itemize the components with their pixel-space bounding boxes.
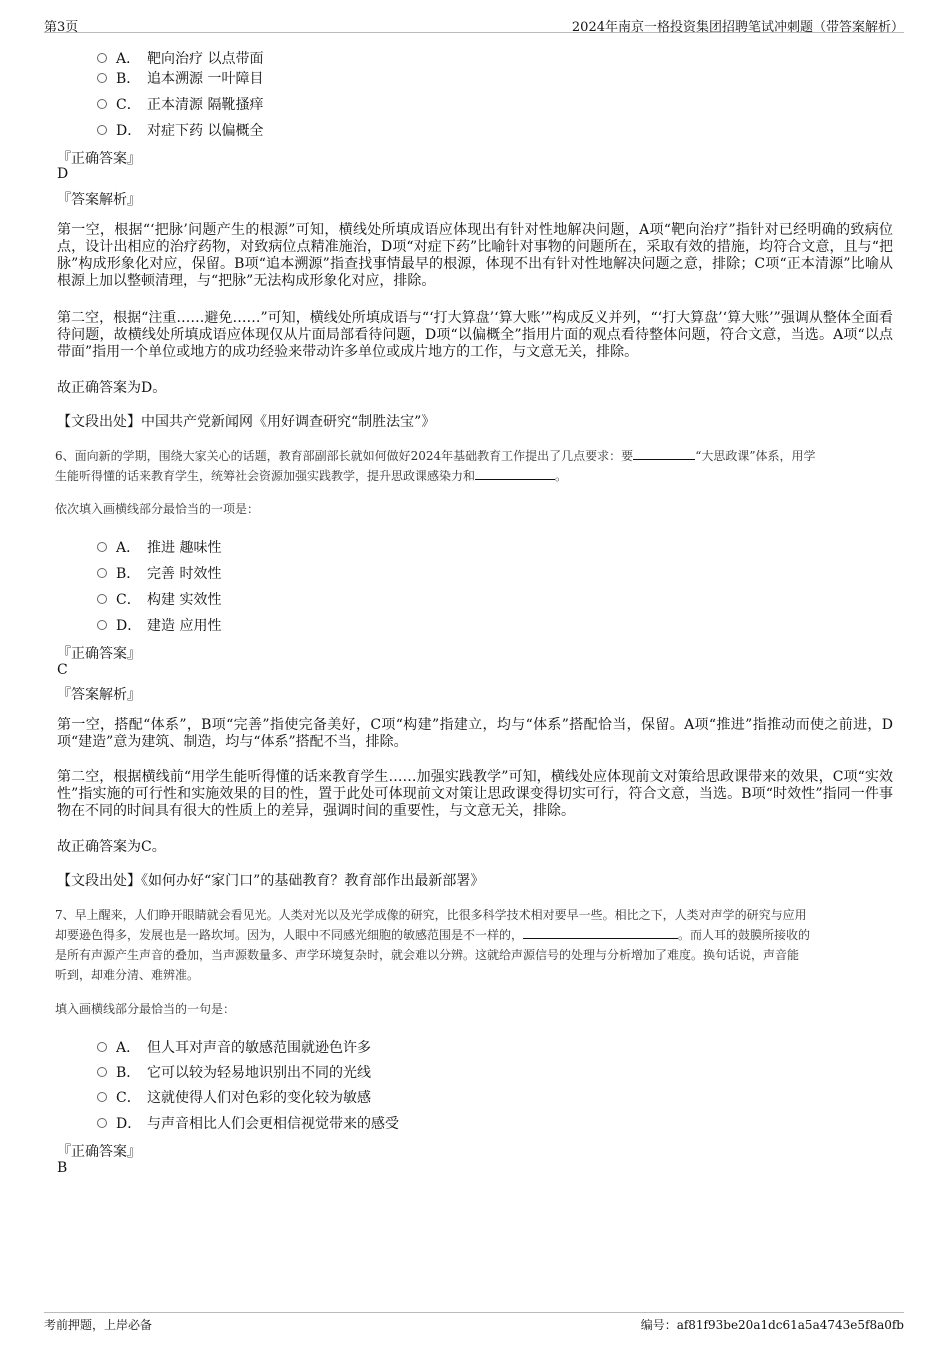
q7-stem: 7、早上醒来，人们睁开眼睛就会看见光。人类对光以及光学成像的研究，比很多科学技术相对要早一些。相比之下，人类对声学的研究与应用 却要逊色得多，发展也是一路坎坷。因为，人眼中不同感光细胞的敏感范围是不一样的， 。而人耳的鼓膜所接收的 是所有声源产生声音的叠加，当声源数量多、声学环境复杂时，就会难以分辨。这就给声源信号的处理与分析增加了难度。换句话说，声音能 听到，却难分清、难辨准。 bbox=[55, 908, 811, 982]
answer-label: 『正确答案』 bbox=[57, 151, 141, 167]
q7-option-c[interactable]: C． 这就使得人们对色彩的变化较为敏感 bbox=[97, 1087, 371, 1107]
page-number: 第3页 bbox=[44, 20, 79, 35]
answer-label: 『正确答案』 bbox=[57, 646, 141, 662]
q6-answer: C bbox=[57, 662, 68, 678]
q7-option-b[interactable]: B． 它可以较为轻易地识别出不同的光线 bbox=[97, 1062, 371, 1082]
q6-source: 【文段出处】《如何办好“家门口”的基础教育？教育部作出最新部署》 bbox=[57, 873, 485, 889]
q5-option-c[interactable]: C． 正本清源 隔靴搔痒 bbox=[97, 94, 263, 114]
q6-analysis-2: 第二空，根据横线前“用学生能听得懂的话来教育学生……加强实践教学”可知，横线处应体现前文对策给思政课带来的效果，C项“实效性”指实施的可行性和实施效果的目的性，置于此处可体现前文对策让思政课变得切实可行，符合文意，当选。B项“时效性”指同一件事物在不同的时间具有很大的性质上的差异，强调时间的重要性，与文意无关，排除。 bbox=[57, 769, 893, 819]
q6-prompt: 依次填入画横线部分最恰当的一项是： bbox=[55, 502, 260, 516]
q6-option-a[interactable]: A． 推进 趣味性 bbox=[97, 537, 221, 557]
q5-analysis-2: 第二空，根据“注重……避免……”可知，横线处所填成语与“‘打大算盘’‘算大账’”构成反义并列，“‘打大算盘’‘算大账’”强调从整体全面看待问题，故横线处所填成语应体现仅从片面局部看待问题，D项“以偏概全”指用片面的观点看待整体问题，符合文意，当选。A项“以点带面”指用一个单位或地方的成功经验来带动许多单位或成片地方的工作，与文意无关，排除。 bbox=[57, 310, 893, 360]
q6-option-d[interactable]: D． 建造 应用性 bbox=[97, 615, 221, 635]
page-header bbox=[44, 8, 904, 33]
q5-source: 【文段出处】中国共产党新闻网《用好调查研究“制胜法宝”》 bbox=[57, 414, 436, 430]
radio-icon[interactable] bbox=[97, 1067, 107, 1077]
document-title: 2024年南京一格投资集团招聘笔试冲刺题（带答案解析） bbox=[571, 20, 904, 35]
radio-icon[interactable] bbox=[97, 620, 107, 630]
footer-slogan: 考前押题，上岸必备 bbox=[44, 1318, 153, 1332]
q6-option-c[interactable]: C． 构建 实效性 bbox=[97, 589, 221, 609]
document-code: 编号：af81f93be20a1dc61a5a4743e5f8a0fb bbox=[640, 1318, 904, 1332]
analysis-label: 『答案解析』 bbox=[57, 192, 141, 208]
q7-option-a[interactable]: A． 但人耳对声音的敏感范围就逊色许多 bbox=[97, 1037, 371, 1057]
q5-conclusion: 故正确答案为D。 bbox=[57, 380, 167, 396]
q6-conclusion: 故正确答案为C。 bbox=[57, 839, 166, 855]
radio-icon[interactable] bbox=[97, 99, 107, 109]
blank-1 bbox=[633, 447, 695, 460]
blank-2 bbox=[475, 467, 555, 480]
analysis-label: 『答案解析』 bbox=[57, 687, 141, 703]
radio-icon[interactable] bbox=[97, 568, 107, 578]
radio-icon[interactable] bbox=[97, 125, 107, 135]
q7-prompt: 填入画横线部分最恰当的一句是： bbox=[55, 1002, 236, 1016]
q5-option-a[interactable]: A． 靶向治疗 以点带面 bbox=[97, 48, 263, 68]
q5-option-b[interactable]: B． 追本溯源 一叶障目 bbox=[97, 68, 263, 88]
answer-label: 『正确答案』 bbox=[57, 1144, 141, 1160]
radio-icon[interactable] bbox=[97, 53, 107, 63]
radio-icon[interactable] bbox=[97, 542, 107, 552]
q6-analysis-1: 第一空，搭配“体系”，B项“完善”指使完备美好，C项“构建”指建立，均与“体系”搭配恰当，保留。A项“推进”指推动而使之前进，D项“建造”意为建筑、制造，均与“体系”搭配不当，排除。 bbox=[57, 717, 893, 750]
q5-option-d[interactable]: D． 对症下药 以偏概全 bbox=[97, 120, 263, 140]
radio-icon[interactable] bbox=[97, 73, 107, 83]
q5-analysis-1: 第一空，根据“‘把脉’问题产生的根源”可知，横线处所填成语应体现出有针对性地解决问题，A项“靶向治疗”指针对已经明确的致病位点，设计出相应的治疗药物，对致病位点精准施治，D项“对症下药”比喻针对事物的问题所在，采取有效的措施，均符合文意，且与“把脉”构成形象化对应，保留。B项“追本溯源”指查找事情最早的根源，体现不出有针对性地解决问题之意，排除；C项“正本清源”比喻从根源上加以整顿清理，与“把脉”无法构成形象化对应，排除。 bbox=[57, 222, 893, 289]
q7-option-d[interactable]: D． 与声音相比人们会更相信视觉带来的感受 bbox=[97, 1113, 399, 1133]
q6-stem: 6、面向新的学期，围绕大家关心的话题，教育部副部长就如何做好2024年基础教育工作提出了几点要求：要 “大思政课”体系，用学 生能听得懂的话来教育学生，统筹社会资源加强实践教学，提升思政课感染力和 。 bbox=[55, 449, 816, 483]
radio-icon[interactable] bbox=[97, 1042, 107, 1052]
q6-option-b[interactable]: B． 完善 时效性 bbox=[97, 563, 221, 583]
q7-answer: B bbox=[57, 1160, 68, 1176]
radio-icon[interactable] bbox=[97, 594, 107, 604]
radio-icon[interactable] bbox=[97, 1118, 107, 1128]
page-footer bbox=[44, 1312, 904, 1332]
q5-answer: D bbox=[57, 166, 69, 182]
radio-icon[interactable] bbox=[97, 1092, 107, 1102]
blank-1 bbox=[523, 926, 678, 939]
